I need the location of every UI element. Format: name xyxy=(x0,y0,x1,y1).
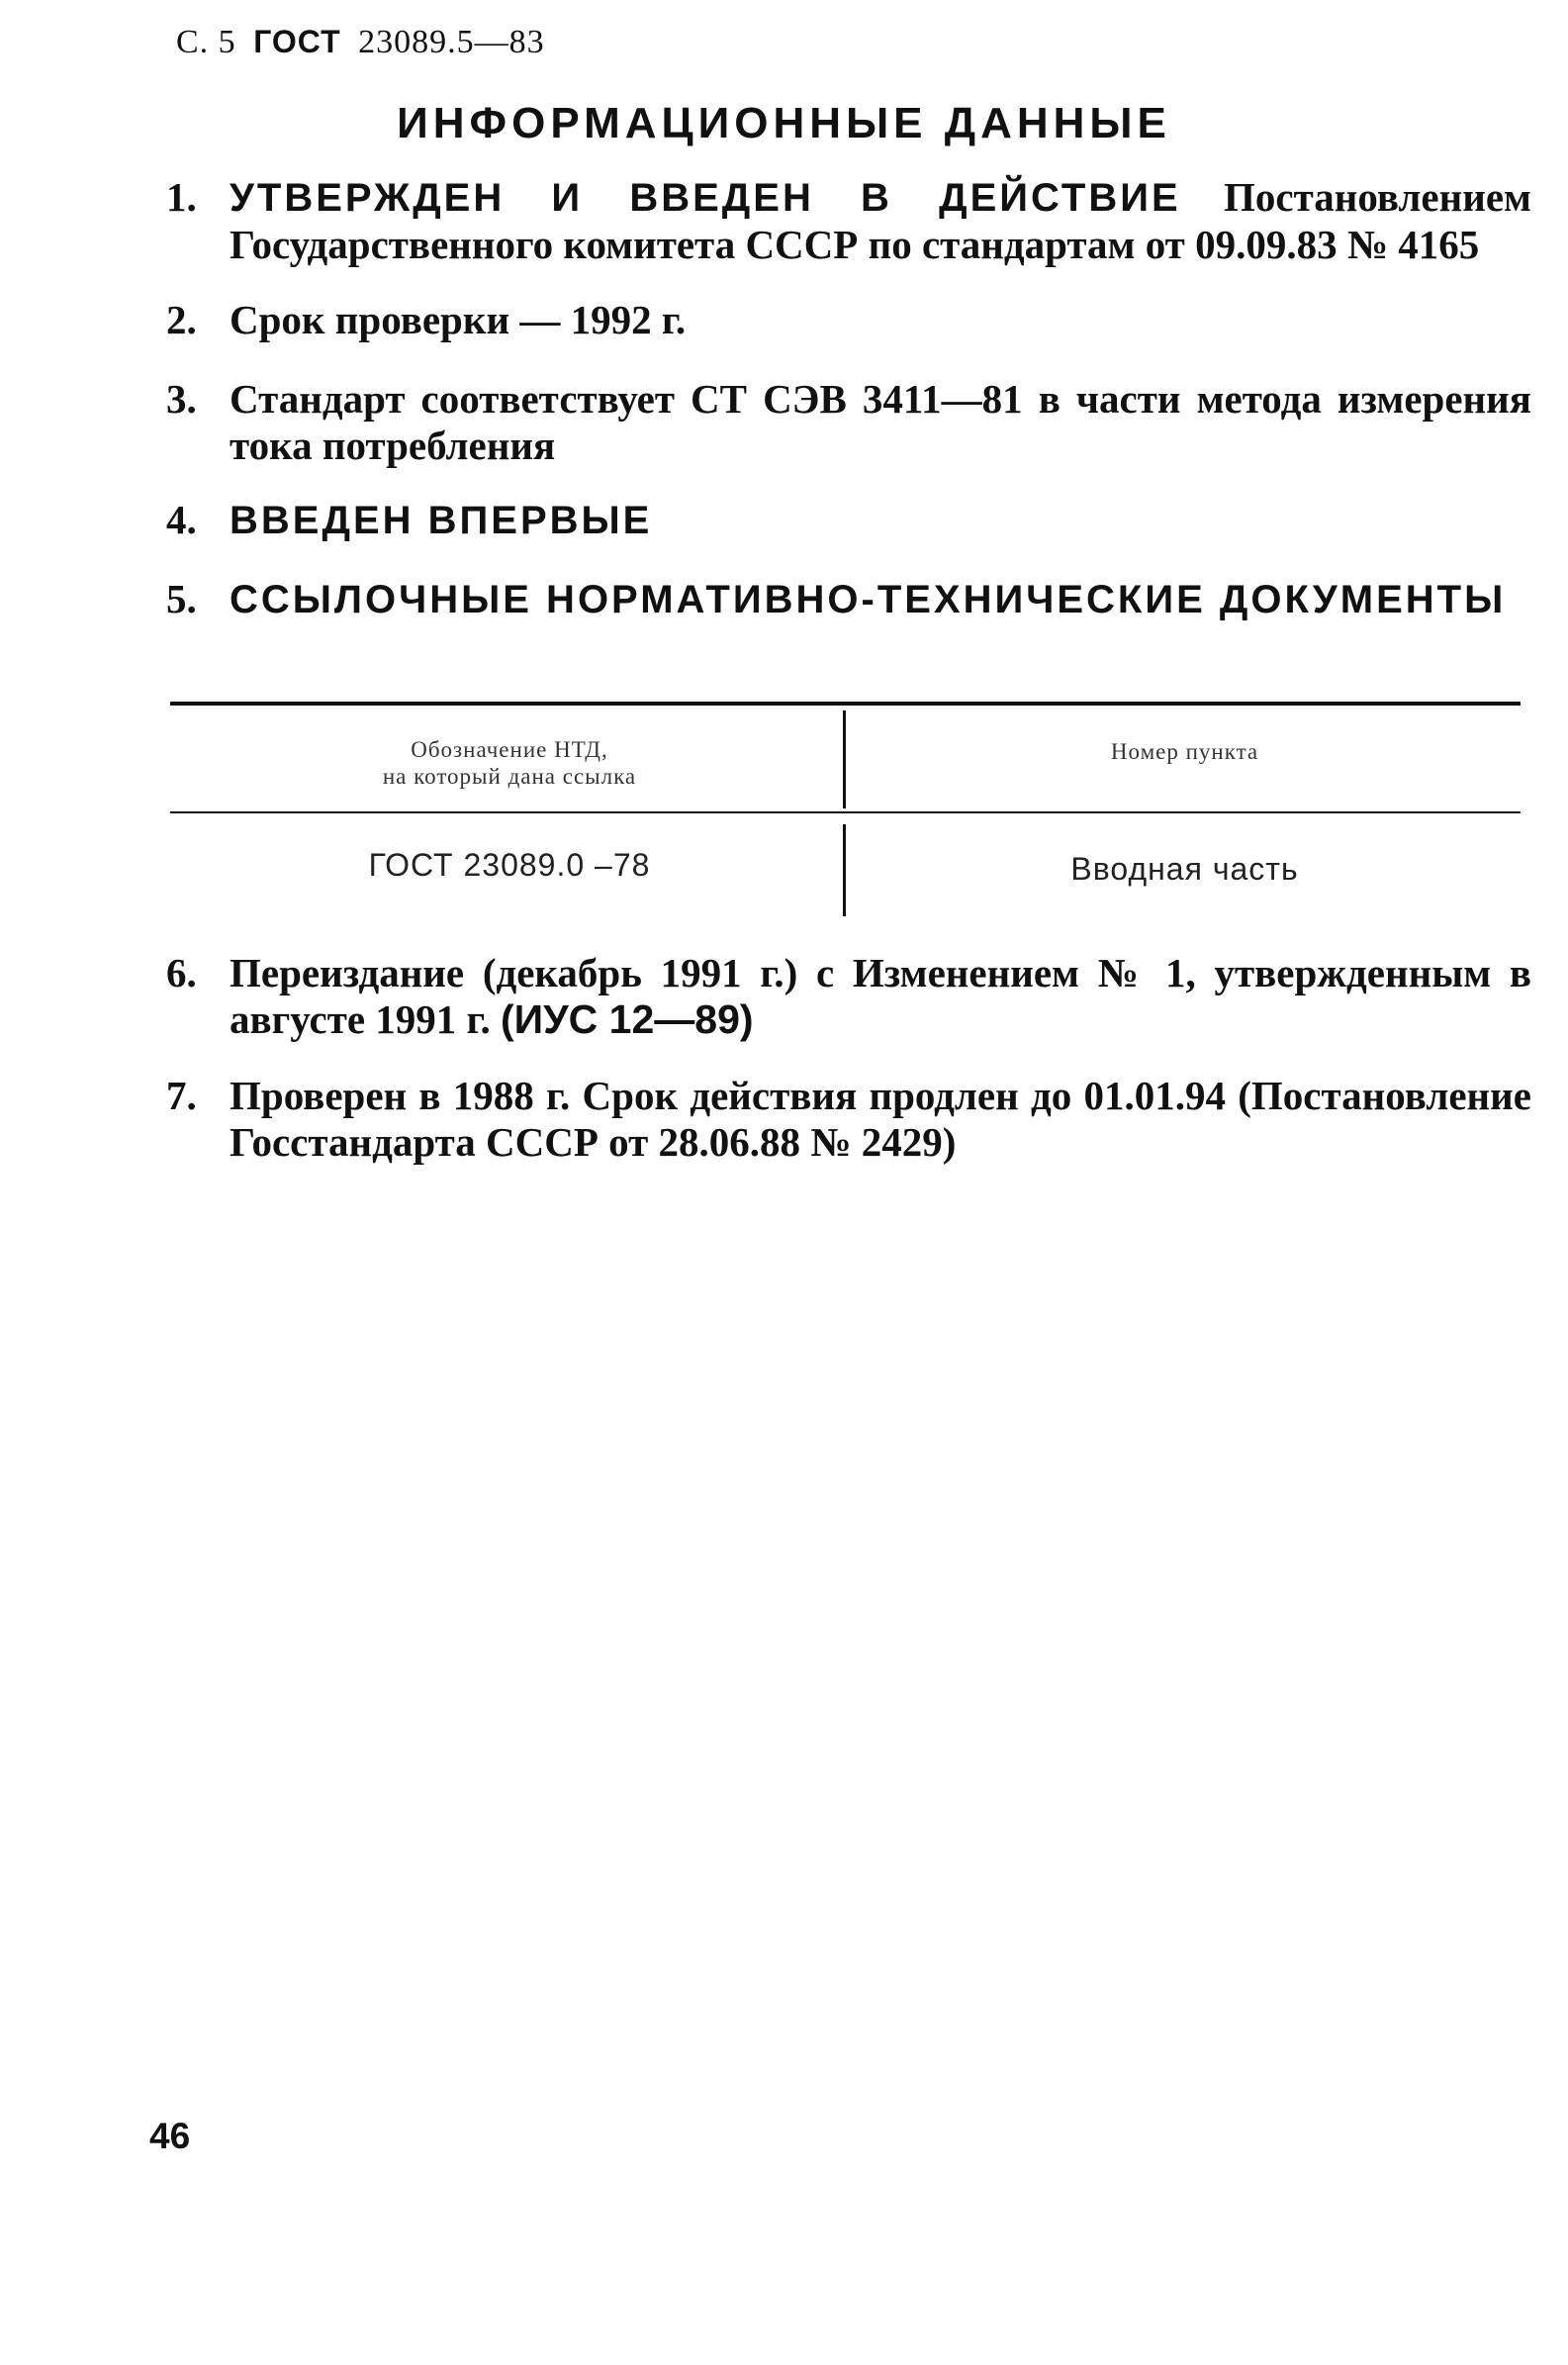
item-lead: ВВЕДЕН ВПЕРВЫЕ xyxy=(230,499,653,542)
item-text: Постановлением Государственного комитета СССР по стандартам от 09.09.83 № 4165 xyxy=(230,174,1531,267)
table-header-designation-line1: Обозначение НТД, xyxy=(411,737,608,762)
info-item-4 xyxy=(166,497,1531,544)
table-header-designation-line2: на который дана ссылка xyxy=(382,764,637,789)
item-lead: ССЫЛОЧНЫЕ НОРМАТИВНО-ТЕХНИЧЕСКИЕ ДОКУМЕНТЫ xyxy=(230,578,1507,621)
item-body xyxy=(230,376,1531,469)
item-text: Срок проверки — 1992 г. xyxy=(230,297,687,342)
table-header-clause: Номер пункта xyxy=(1110,739,1259,764)
table-top-rule xyxy=(170,702,1521,706)
info-item-1 xyxy=(166,174,1531,268)
item-number: 5. xyxy=(166,576,197,621)
info-item-5 xyxy=(166,576,1531,623)
item-body xyxy=(230,497,1531,544)
page-header xyxy=(176,24,545,61)
item-body xyxy=(230,297,1531,343)
table-header-designation xyxy=(178,736,841,790)
table-header-rule xyxy=(170,811,1521,813)
page-number: 46 xyxy=(149,2116,191,2156)
item-number: 4. xyxy=(166,497,197,542)
item-text: Переиздание (декабрь 1991 г.) с Изменением № 1, утвержденным в августе 1991 г. xyxy=(230,950,1531,1042)
item-number: 6. xyxy=(166,950,197,995)
info-item-3 xyxy=(166,376,1531,469)
table-cell-clause: Вводная часть xyxy=(1070,851,1299,887)
gost-number: 23089.5—83 xyxy=(358,24,545,60)
section-title: ИНФОРМАЦИОННЫЕ ДАННЫЕ xyxy=(397,99,1171,147)
info-item-7 xyxy=(166,1073,1531,1166)
info-item-6 xyxy=(166,950,1531,1043)
item-number: 2. xyxy=(166,297,197,342)
item-body xyxy=(230,174,1531,268)
page-label: С. 5 xyxy=(176,24,236,60)
gost-word: ГОСТ xyxy=(253,24,341,59)
item-body xyxy=(230,1073,1531,1166)
item-number: 7. xyxy=(166,1073,197,1118)
item-body xyxy=(230,950,1531,1043)
item-reference: (ИУС 12—89) xyxy=(501,996,754,1042)
item-text: Стандарт соответствует СТ СЭВ 3411—81 в части метода измерения тока потребления xyxy=(230,376,1531,468)
table-column-divider xyxy=(843,824,846,916)
item-text: Проверен в 1988 г. Срок действия продлен до 01.01.94 (Постановление Госстандарта СССР от 28.06.88 № 2429) xyxy=(230,1073,1531,1165)
table-column-divider xyxy=(843,710,846,808)
item-lead: УТВЕРЖДЕН И ВВЕДЕН В ДЕЙСТВИЕ xyxy=(230,176,1181,220)
table-cell-designation: ГОСТ 23089.0 –78 xyxy=(368,847,651,883)
item-number: 3. xyxy=(166,376,197,422)
item-body xyxy=(230,576,1531,623)
item-number: 1. xyxy=(166,174,197,220)
info-item-2 xyxy=(166,297,1531,343)
